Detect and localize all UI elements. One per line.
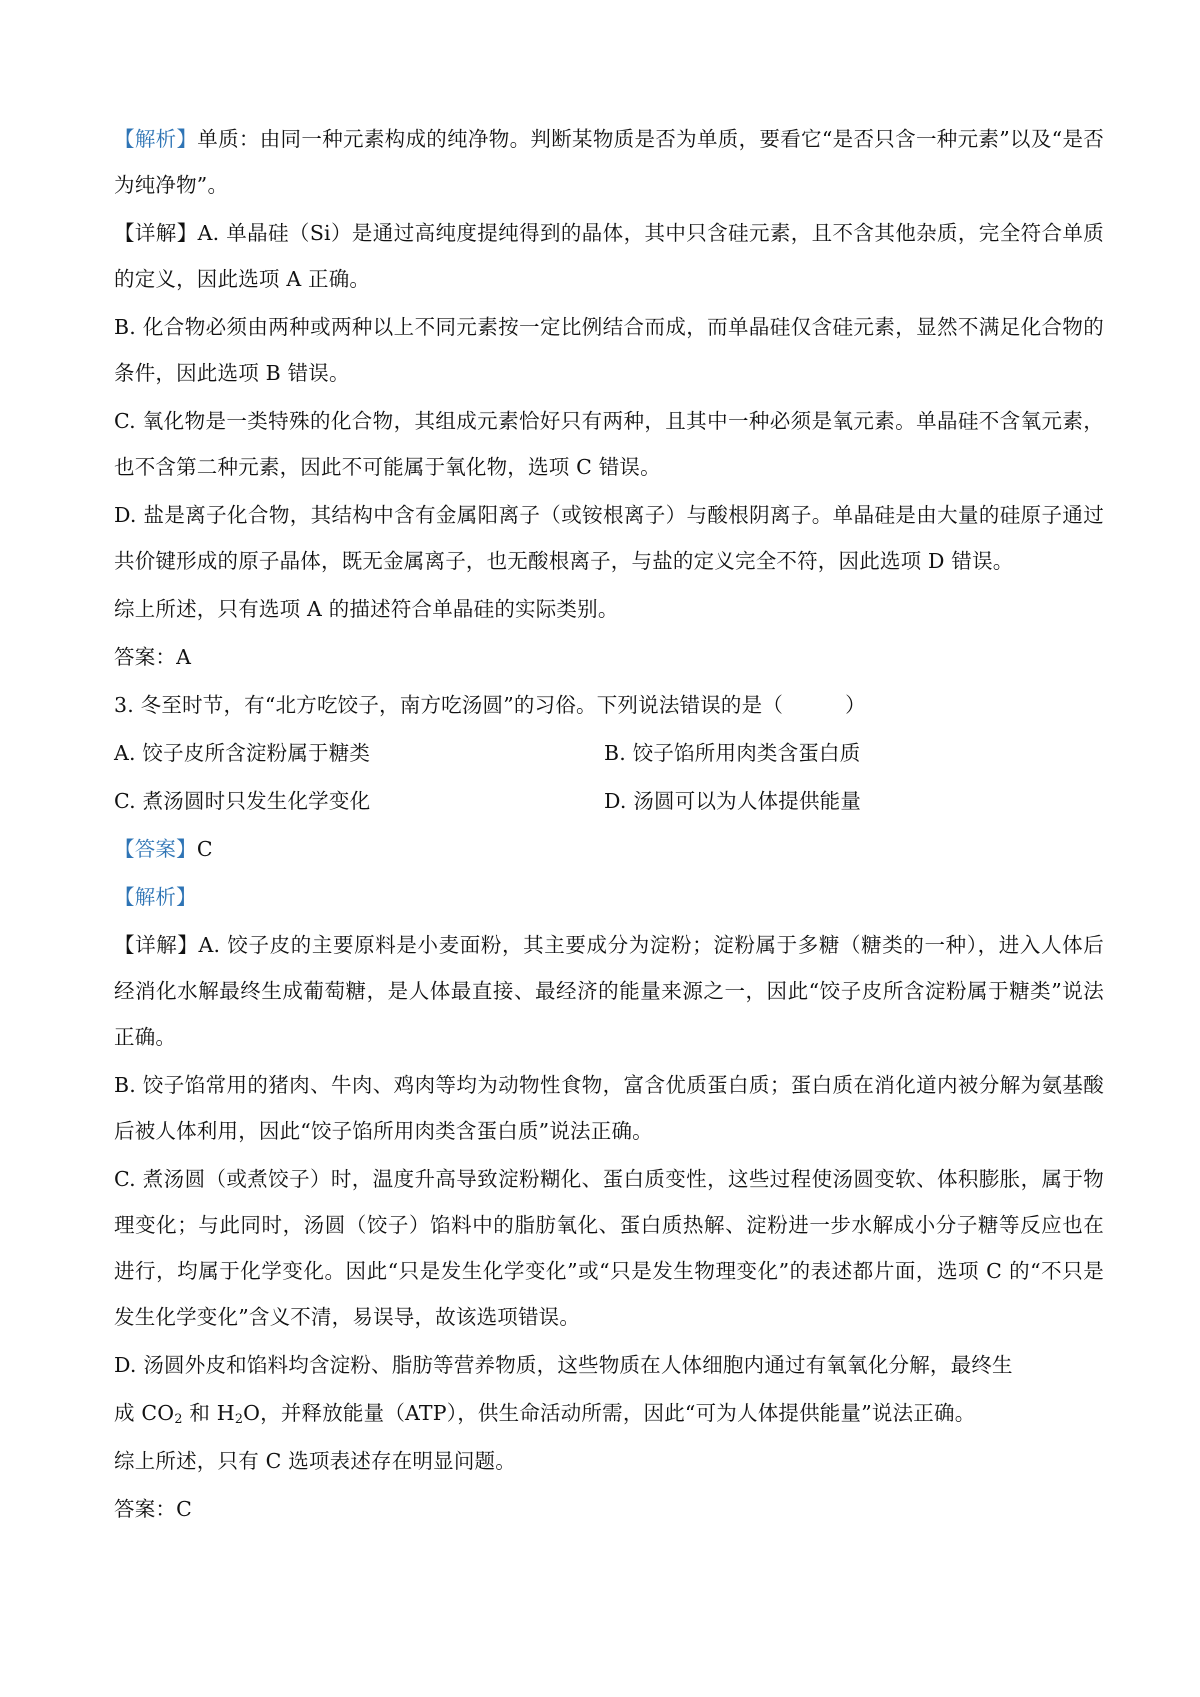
- q3-analysis-paragraph: [114, 874, 1104, 920]
- q3-option-a: A. 饺子皮所含淀粉属于糖类: [114, 741, 371, 765]
- h2o-subscript: 2: [234, 1411, 244, 1427]
- q3-detail-a-paragraph: [114, 922, 1104, 1060]
- q2-final-answer: 答案：A: [114, 645, 192, 669]
- q3-answer-paragraph: [114, 826, 1104, 872]
- document-page: [114, 116, 1104, 1534]
- q3-detail-a-text: A. 饺子皮的主要原料是小麦面粉，其主要成分为淀粉；淀粉属于多糖（糖类的一种），进入人体后经消化水解最终生成葡萄糖，是人体最直接、最经济的能量来源之一，因此“饺子皮所含淀粉属于糖类”说法正确。: [114, 933, 1104, 1049]
- q3-option-b: B. 饺子馅所用肉类含蛋白质: [604, 741, 861, 765]
- q2-detail-d-paragraph: D. 盐是离子化合物，其结构中含有金属阳离子（或铵根离子）与酸根阴离子。单晶硅是由大量的硅原子通过共价键形成的原子晶体，既无金属离子，也无酸根离子，与盐的定义完全不符，因此选项 D 错误。: [114, 503, 1104, 573]
- q3-option-d: D. 汤圆可以为人体提供能量: [604, 789, 862, 813]
- q2-detail-c-paragraph: C. 氧化物是一类特殊的化合物，其组成元素恰好只有两种，且其中一种必须是氧元素。单晶硅不含氧元素，也不含第二种元素，因此不可能属于氧化物，选项 C 错误。: [114, 409, 1104, 479]
- q3-detail-d-line-1: D. 汤圆外皮和馅料均含淀粉、脂肪等营养物质，这些物质在人体细胞内通过有氧氧化分解，最终生: [114, 1353, 1013, 1377]
- q3-summary: 综上所述，只有 C 选项表述存在明显问题。: [114, 1449, 516, 1473]
- analysis-tag: 【解析】: [114, 127, 198, 151]
- q2-detail-a-paragraph: [114, 210, 1104, 302]
- detail-tag-q3: 【详解】: [114, 933, 199, 957]
- q2-analysis-paragraph: [114, 116, 1104, 208]
- q2-detail-b-paragraph: B. 化合物必须由两种或两种以上不同元素按一定比例结合而成，而单晶硅仅含硅元素，显然不满足化合物的条件，因此选项 B 错误。: [114, 315, 1104, 385]
- q3-options-row-1: [114, 730, 1104, 776]
- q3-stem: 3. 冬至时节，有“北方吃饺子，南方吃汤圆”的习俗。下列说法错误的是（ ）: [114, 693, 866, 717]
- analysis-tag-q3: 【解析】: [114, 885, 197, 909]
- q3-options-row-2: [114, 778, 1104, 824]
- q2-detail-a-text: A. 单晶硅（Si）是通过高纯度提纯得到的晶体，其中只含硅元素，且不含其他杂质，完全符合单质的定义，因此选项 A 正确。: [114, 221, 1104, 291]
- q3-detail-d-post: O，并释放能量（ATP），供生命活动所需，因此“可为人体提供能量”说法正确。: [243, 1401, 976, 1425]
- co2-subscript: 2: [174, 1411, 183, 1427]
- q3-detail-d-line-2: [114, 1390, 1104, 1436]
- detail-tag: 【详解】: [114, 221, 198, 245]
- answer-tag: 【答案】: [114, 837, 197, 861]
- q3-answer-value: C: [196, 837, 213, 861]
- q2-analysis-text: 单质：由同一种元素构成的纯净物。判断某物质是否为单质，要看它“是否只含一种元素”以及“是否为纯净物”。: [114, 127, 1104, 197]
- q3-final-answer: 答案：C: [114, 1497, 192, 1521]
- q3-detail-d-pre: 成 CO: [114, 1401, 175, 1425]
- q3-option-c: C. 煮汤圆时只发生化学变化: [114, 789, 371, 813]
- q2-summary: 综上所述，只有选项 A 的描述符合单晶硅的实际类别。: [114, 597, 619, 621]
- q3-detail-b-paragraph: B. 饺子馅常用的猪肉、牛肉、鸡肉等均为动物性食物，富含优质蛋白质；蛋白质在消化道内被分解为氨基酸后被人体利用，因此“饺子馅所用肉类含蛋白质”说法正确。: [114, 1073, 1104, 1143]
- q3-detail-d-mid: 和 H: [182, 1401, 235, 1425]
- q3-detail-c-paragraph: C. 煮汤圆（或煮饺子）时，温度升高导致淀粉糊化、蛋白质变性，这些过程使汤圆变软、体积膨胀，属于物理变化；与此同时，汤圆（饺子）馅料中的脂肪氧化、蛋白质热解、淀粉进一步水解成小分子糖等反应也在进行，均属于化学变化。因此“只是发生化学变化”或“只是发生物理变化”的表述都片面，选项 C 的“不只是发生化学变化”含义不清，易误导，故该选项错误。: [114, 1167, 1104, 1329]
